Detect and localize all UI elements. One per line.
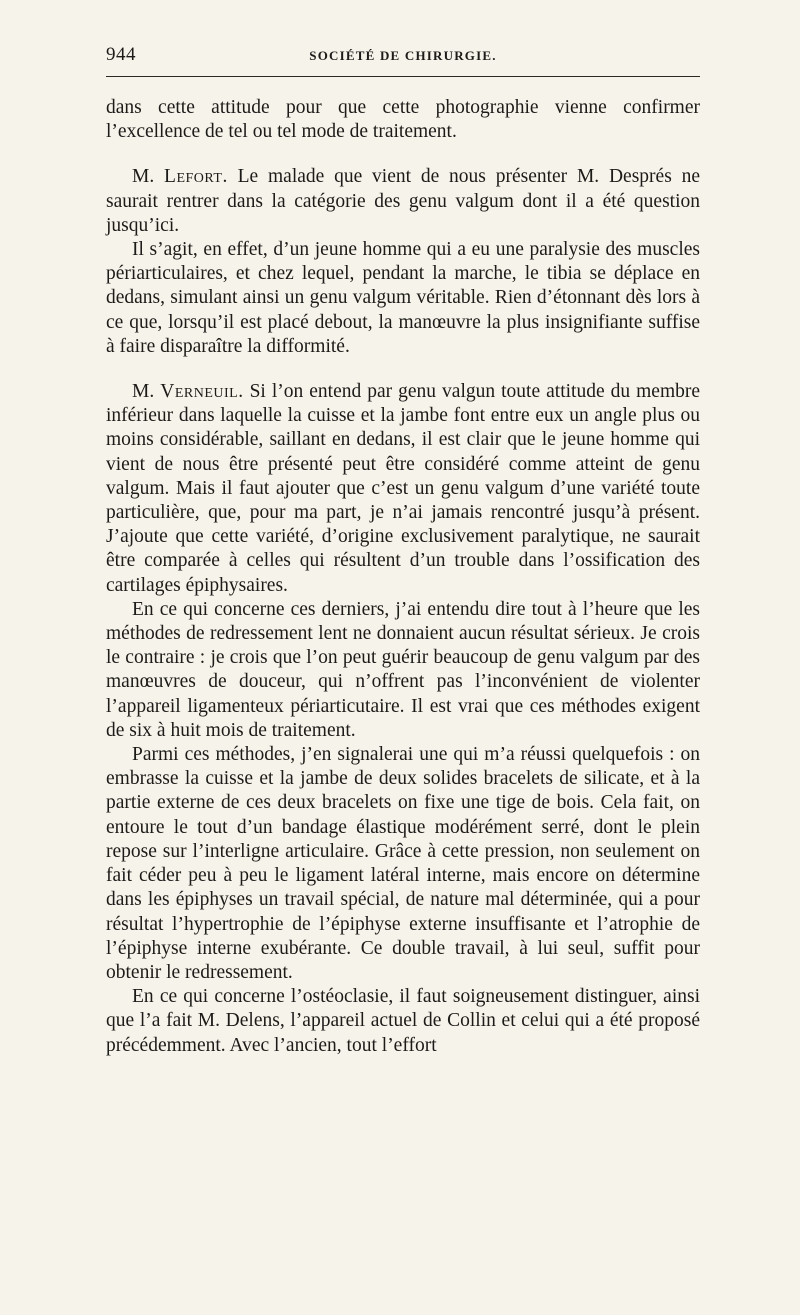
speaker-prefix: M.	[132, 381, 155, 403]
paragraph-text: En ce qui concerne l’ostéoclasie, il faut soigneusement distinguer, ainsi que l’a fait M. Delens, l’appareil actuel de Collin et celui qui a été proposé précédemment. Avec l’ancien, tout l’effort	[106, 986, 700, 1056]
paragraph	[106, 598, 700, 743]
paragraph-text: dans cette attitude pour que cette photographie vienne confirmer l’excellence de tel ou tel mode de traitement.	[106, 97, 700, 143]
paragraph-text: Si l’on entend par genu valgun toute attitude du membre inférieur dans laquelle la cuisse et la jambe font entre eux un angle plus ou moins considérable, saillant en dedans, il est clair que le jeune homme qui vient de nous être présenté peut être considéré comme atteint de genu valgum. Mais il faut ajouter que c’est un genu valgum d’une variété toute particulière, que, pour ma part, je n’ai jamais rencontré jusqu’à présent. J’ajoute que cette variété, d’origine exclusivement paralytique, ne saurait être comparée à celles qui résultent d’un trouble dans l’ossification des cartilages épiphysaires.	[106, 381, 701, 596]
paragraph	[106, 238, 700, 359]
speaker-name: Lefort.	[164, 166, 228, 188]
speaker-prefix: M.	[132, 166, 155, 188]
paragraph	[106, 985, 700, 1058]
paragraph-text: Le malade que vient de nous présenter M. Després ne saurait rentrer dans la catégorie des genu valgum dont il a été question jusqu’ici.	[106, 166, 701, 236]
paragraph-lefort	[106, 165, 700, 238]
header-rule	[106, 76, 700, 77]
paragraph-verneuil	[106, 380, 700, 598]
paragraph-text: Il s’agit, en effet, d’un jeune homme qui a eu une paralysie des muscles périarticulaires, et chez lequel, pendant la marche, le tibia se déplace en dedans, simulant ainsi un genu valgum véritable. Rien d’étonnant dès lors à ce que, lorsqu’il est placé debout, la manœuvre la plus insignifiante suffise à faire disparaître la difformité.	[106, 239, 700, 357]
paragraph	[106, 96, 700, 144]
paragraph-text: Parmi ces méthodes, j’en signalerai une qui m’a réussi quelquefois : on embrasse la cuisse et la jambe de deux solides bracelets de silicate, et à la partie externe de ces deux bracelets on fixe une tige de bois. Cela fait, on entoure le tout d’un bandage élastique modérément serré, dont le plein repose sur l’interligne articulaire. Grâce à cette pression, non seulement on fait céder peu à peu le ligament latéral interne, mais encore on détermine dans les épiphyses un travail spécial, de nature mal déterminée, qui a pour résultat l’hypertrophie de l’épiphyse externe insuffisante et l’atrophie de l’épiphyse interne exubérante. Ce double travail, à lui seul, suffit pour obtenir le redressement.	[106, 744, 700, 983]
paragraph-text: En ce qui concerne ces derniers, j’ai entendu dire tout à l’heure que les méthodes de redressement lent ne donnaient aucun résultat sérieux. Je crois le contraire : je crois que l’on peut guérir beaucoup de genu valgum par des manœuvres de douceur, qui n’offrent pas l’inconvénient de violenter l’appareil ligamenteux périarticutaire. Il est vrai que ces méthodes exigent de six à huit mois de traitement.	[106, 598, 700, 741]
running-head	[106, 44, 700, 74]
article-body	[106, 96, 700, 1058]
speaker-name: Verneuil.	[160, 381, 244, 403]
paragraph	[106, 743, 700, 985]
journal-title: SOCIÉTÉ DE CHIRURGIE.	[309, 48, 497, 63]
page-number: 944	[106, 44, 136, 65]
